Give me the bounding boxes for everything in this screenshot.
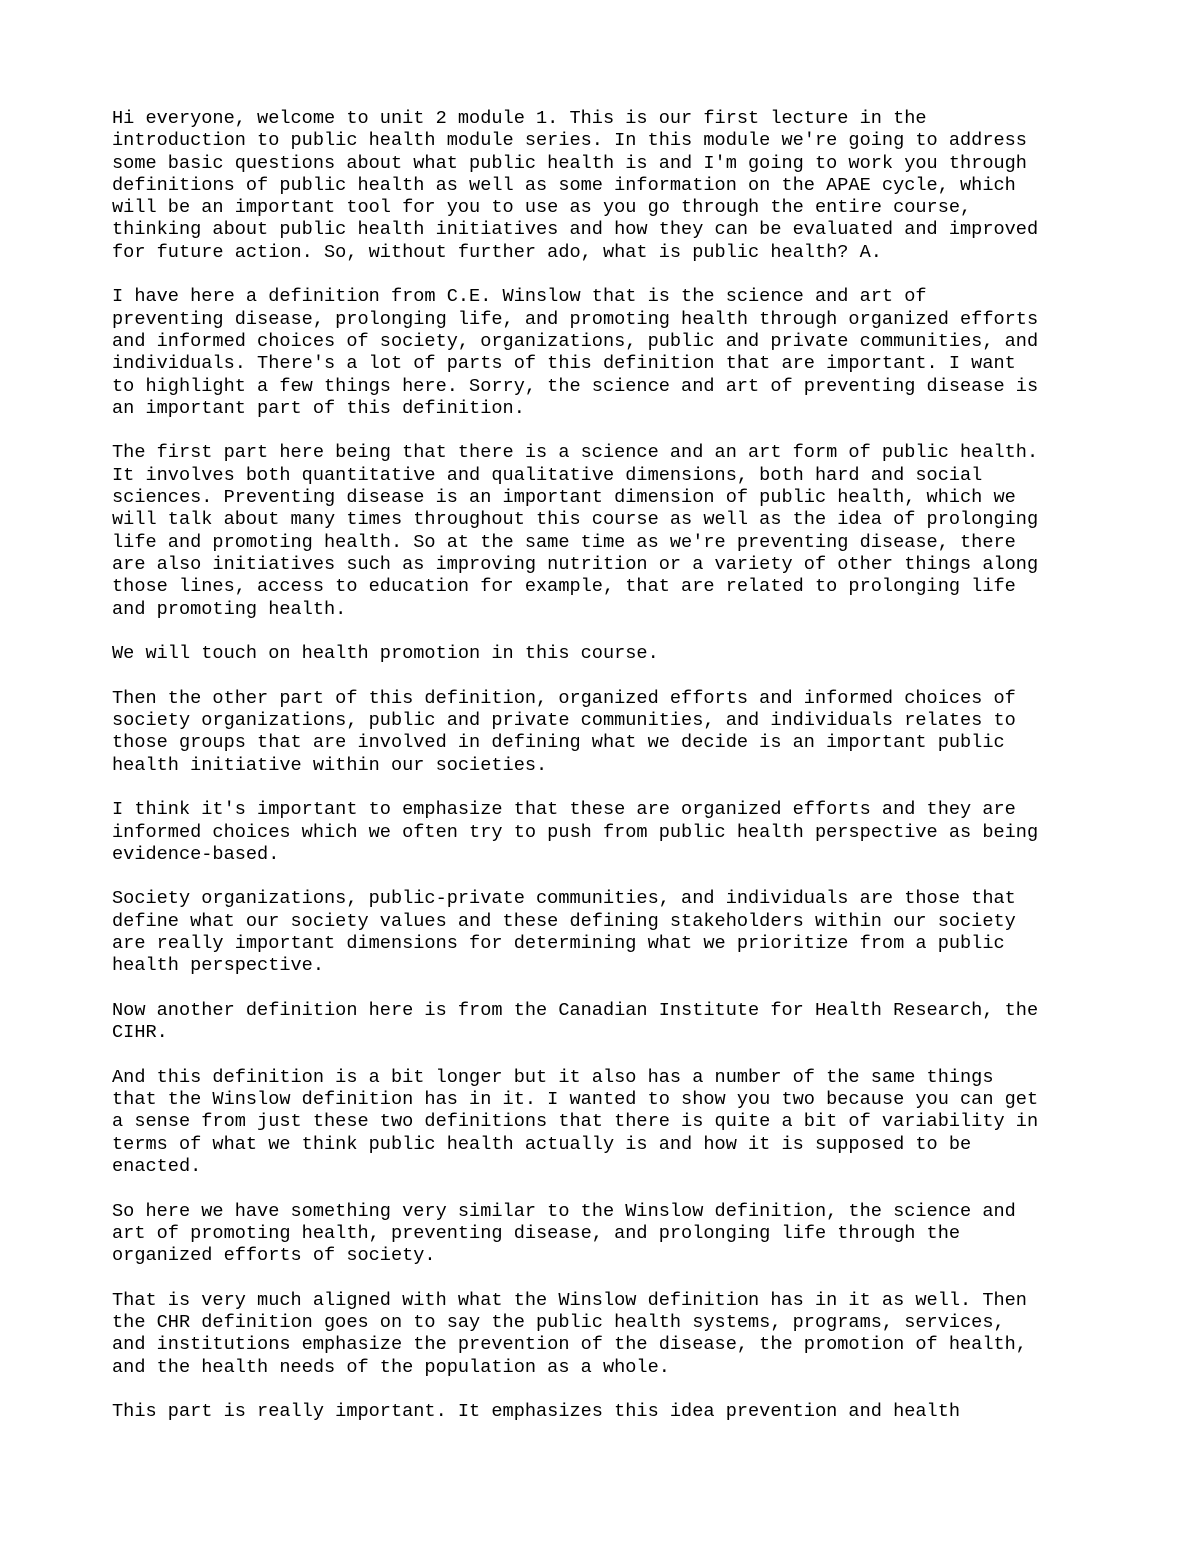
paragraph-7: Society organizations, public-private communities, and individuals are those that define what our society values and these defining stakeholders within our society are really important dimensions for determining what we prioritize from a public health perspective. (112, 888, 1016, 977)
paragraph-8: Now another definition here is from the Canadian Institute for Health Research, the CIHR. (112, 999, 1039, 1044)
paragraph-3: The first part here being that there is a science and an art form of public health. It involves both quantitative and qualitative dimensions, both hard and social sciences. Preventing disease is an important dimension of public health, which we will talk about many times throughout this course as well as the idea of prolonging life and promoting health. So at the same time as we're preventing disease, there are also initiatives such as improving nutrition or a variety of other things along those lines, access to education for example, that are related to prolonging life and promoting health. (112, 442, 1039, 620)
paragraph-11: That is very much aligned with what the Winslow definition has in it as well. Then the CHR definition goes on to say the public health systems, programs, services, and institutions emphasize the prevention of the disease, the promotion of health, and the health needs of the population as a whole. (112, 1289, 1027, 1378)
paragraph-5: Then the other part of this definition, organized efforts and informed choices of society organizations, public and private communities, and individuals relates to those groups that are involved in defining what we decide is an important public health initiative within our societies. (112, 687, 1016, 776)
paragraph-9: And this definition is a bit longer but it also has a number of the same things that the Winslow definition has in it. I wanted to show you two because you can get a sense from just these two definitions that there is quite a bit of variability in terms of what we think public health actually is and how it is supposed to be enacted. (112, 1066, 1039, 1177)
paragraph-6: I think it's important to emphasize that these are organized efforts and they are informed choices which we often try to push from public health perspective as being evidence-based. (112, 799, 1039, 865)
paragraph-10: So here we have something very similar to the Winslow definition, the science and art of promoting health, preventing disease, and prolonging life through the organized efforts of society. (112, 1200, 1016, 1267)
paragraph-12: This part is really important. It emphasizes this idea prevention and health (112, 1401, 961, 1423)
paragraph-2: I have here a definition from C.E. Winslow that is the science and art of preventing disease, prolonging life, and promoting health through organized efforts and informed choices of society, organizations, public and private communities, and individuals. There's a lot of parts of this definition that are important. I want to highlight a few things here. Sorry, the science and art of preventing disease is an important part of this definition. (112, 286, 1039, 419)
paragraph-4: We will touch on health promotion in this course. (112, 643, 659, 665)
paragraph-1: Hi everyone, welcome to unit 2 module 1. This is our first lecture in the introduction to public health module series. In this module we're going to address some basic questions about what public health is and I'm going to work you through definitions of public health as well as some information on the APAE cycle, which will be an important tool for you to use as you go through the entire course, thinking about public health initiatives and how they can be evaluated and improved for future action. So, without further ado, what is public health? A. (112, 108, 1039, 263)
transcript-body (112, 108, 1102, 1446)
